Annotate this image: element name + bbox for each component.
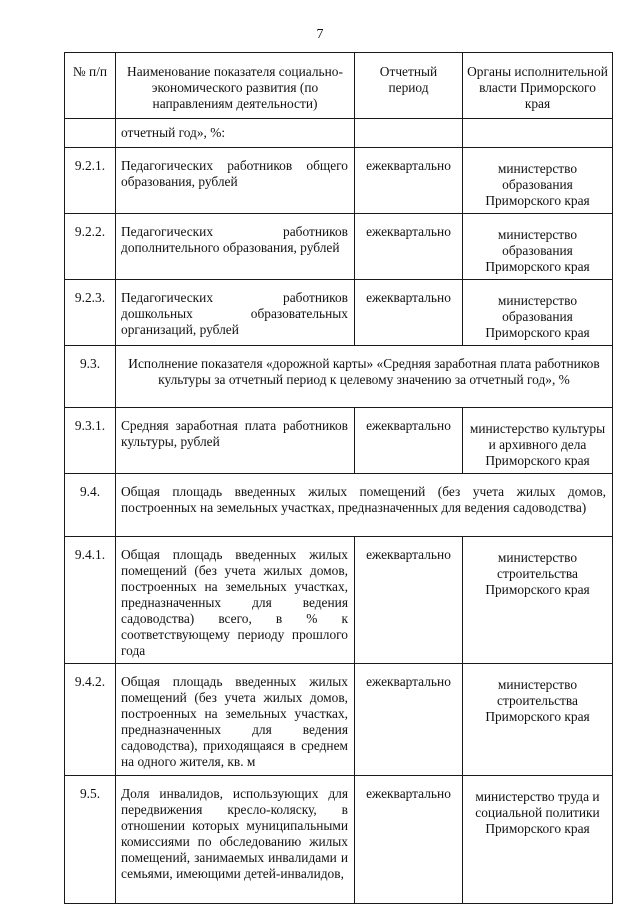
row-num: 9.4.2. (65, 664, 116, 776)
header-period: Отчетный период (355, 53, 463, 119)
table-row (65, 537, 613, 664)
header-name: Наименование показателя социально-экономического развития (по направлениям деятельности) (116, 53, 355, 119)
row-name: Средняя заработная плата работников культуры, рублей (116, 408, 355, 474)
row-org: министерство строительства Приморского края (463, 537, 613, 664)
table-row (65, 408, 613, 474)
row-num (65, 119, 116, 148)
row-name: отчетный год», %: (116, 119, 355, 148)
row-period: ежеквартально (355, 148, 463, 214)
row-name: Педагогических работников общего образования, рублей (116, 148, 355, 214)
row-period: ежеквартально (355, 776, 463, 904)
row-num: 9.4.1. (65, 537, 116, 664)
row-org: министерство культуры и архивного дела Приморского края (463, 408, 613, 474)
row-period: ежеквартально (355, 408, 463, 474)
row-org (463, 119, 613, 148)
row-period: ежеквартально (355, 664, 463, 776)
table-row (65, 474, 613, 537)
table-row (65, 776, 613, 904)
row-section-title: Общая площадь введенных жилых помещений (без учета жилых домов, построенных на земельных участках, предназначенных для ведения садоводства) (116, 474, 613, 537)
row-org: министерство труда и социальной политики Приморского края (463, 776, 613, 904)
table-row (65, 664, 613, 776)
row-name: Общая площадь введенных жилых помещений (без учета жилых домов, построенных на земельных участках, предназначенных для ведения садоводства), приходящаяся в среднем на одного жителя, кв. м (116, 664, 355, 776)
row-org: министерство образования Приморского края (463, 280, 613, 346)
row-name: Педагогических работников дополнительного образования, рублей (116, 214, 355, 280)
table-row (65, 148, 613, 214)
row-name: Доля инвалидов, использующих для передвижения кресло-коляску, в отношении которых муниципальными комиссиями по обследованию жилых помещений, занимаемых инвалидами и семьями, имеющими детей-инвалидов, (116, 776, 355, 904)
table-row (65, 214, 613, 280)
row-num: 9.2.2. (65, 214, 116, 280)
table-row (65, 346, 613, 408)
table-row (65, 280, 613, 346)
row-org: министерство образования Приморского края (463, 148, 613, 214)
row-num: 9.3.1. (65, 408, 116, 474)
row-num: 9.5. (65, 776, 116, 904)
row-period (355, 119, 463, 148)
row-section-title: Исполнение показателя «дорожной карты» «Средняя заработная плата работников культуры за отчетный период к целевому значению за отчетный год», % (116, 346, 613, 408)
row-num: 9.4. (65, 474, 116, 537)
header-num: № п/п (65, 53, 116, 119)
row-org: министерство образования Приморского края (463, 214, 613, 280)
table-header-row (65, 53, 613, 119)
row-period: ежеквартально (355, 214, 463, 280)
row-num: 9.2.3. (65, 280, 116, 346)
header-org: Органы исполнительной власти Приморского края (463, 53, 613, 119)
row-num: 9.2.1. (65, 148, 116, 214)
indicators-table (64, 52, 613, 904)
row-name: Общая площадь введенных жилых помещений (без учета жилых домов, построенных на земельных участках, предназначенных для ведения садоводства) всего, в % к соответствующему периоду прошлого года (116, 537, 355, 664)
row-name: Педагогических работников дошкольных образовательных организаций, рублей (116, 280, 355, 346)
row-num: 9.3. (65, 346, 116, 408)
row-org: министерство строительства Приморского края (463, 664, 613, 776)
row-period: ежеквартально (355, 280, 463, 346)
row-period: ежеквартально (355, 537, 463, 664)
table-row (65, 119, 613, 148)
page-number: 7 (316, 27, 324, 42)
